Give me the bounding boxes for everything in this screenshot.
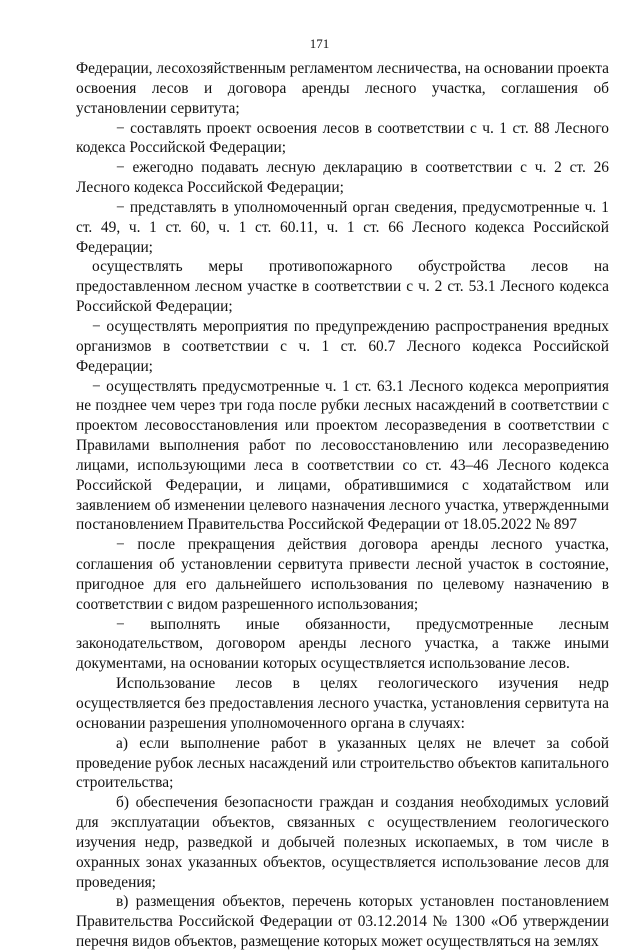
paragraph: осуществлять меры противопожарного обустройства лесов на предоставленном лесном участке в соответствии с ч. 2 ст. 53.1 Лесного кодекса Российской Федерации; <box>76 258 609 316</box>
paragraph: − осуществлять предусмотренные ч. 1 ст. 63.1 Лесного кодекса мероприятия не позднее чем через три года после рубки лесных насаждений в соответствии с проектом лесовосстановления или проектом лесоразведения в соответствии с Правилами выполнения работ по лесовосстановлению или лесоразведению лицами, использующими леса в соответствии со ст. 43–46 Лесного кодекса Российской Федерации, и лицами, обратившимися с ходатайством или заявлением об изменении целевого назначения лесного участка, утвержденными постановлением Правительства Российской Федерации от 18.05.2022 № 897 <box>76 377 609 534</box>
paragraph: − ежегодно подавать лесную декларацию в соответствии с ч. 2 ст. 26 Лесного кодекса Российской Федерации; <box>76 159 609 197</box>
paragraph: б) обеспечения безопасности граждан и создания необходимых условий для эксплуатации объектов, связанных с осуществлением геологического изучения недр, разведкой и добычей полезных ископаемых, в том числе в охранных зонах указанных объектов, осуществляется использование лесов для проведения; <box>76 794 609 891</box>
paragraph: − после прекращения действия договора аренды лесного участка, соглашения об установлении сервитута привести лесной участок в состояние, пригодное для его дальнейшего использования по целевому назначению в соответствии с видом разрешенного использования; <box>76 536 609 613</box>
paragraph: − составлять проект освоения лесов в соответствии с ч. 1 ст. 88 Лесного кодекса Российской Федерации; <box>76 119 609 157</box>
paragraph: Федерации, лесохозяйственным регламентом лесничества, на основании проекта освоения лесов и договора аренды лесного участка, соглашения об установлении сервитута; <box>76 60 609 117</box>
paragraph: Использование лесов в целях геологического изучения недр осуществляется без предоставления лесного участка, установления сервитута на основании разрешения уполномоченного органа в случаях: <box>76 675 609 732</box>
paragraph: в) размещения объектов, перечень которых установлен постановлением Правительства Российской Федерации от 03.12.2014 № 1300 «Об утверждении перечня видов объектов, размещение которых может осуществляться на землях <box>76 893 609 951</box>
paragraph: а) если выполнение работ в указанных целях не влечет за собой проведение рубок лесных насаждений или строительство объектов капитального строительства; <box>76 734 609 792</box>
paragraph: − осуществлять мероприятия по предупреждению распространения вредных организмов в соответствии с ч. 1 ст. 60.7 Лесного кодекса Российской Федерации; <box>76 317 609 375</box>
document-body <box>76 59 609 952</box>
page-number: 171 <box>309 36 330 51</box>
paragraph: − представлять в уполномоченный орган сведения, предусмотренные ч. 1 ст. 49, ч. 1 ст. 60, ч. 1 ст. 60.11, ч. 1 ст. 66 Лесного кодекса Российской Федерации; <box>76 198 609 256</box>
paragraph: − выполнять иные обязанности, предусмотренные лесным законодательством, договором аренды лесного участка, а также иными документами, на основании которых осуществляется использование лесов. <box>76 615 609 673</box>
